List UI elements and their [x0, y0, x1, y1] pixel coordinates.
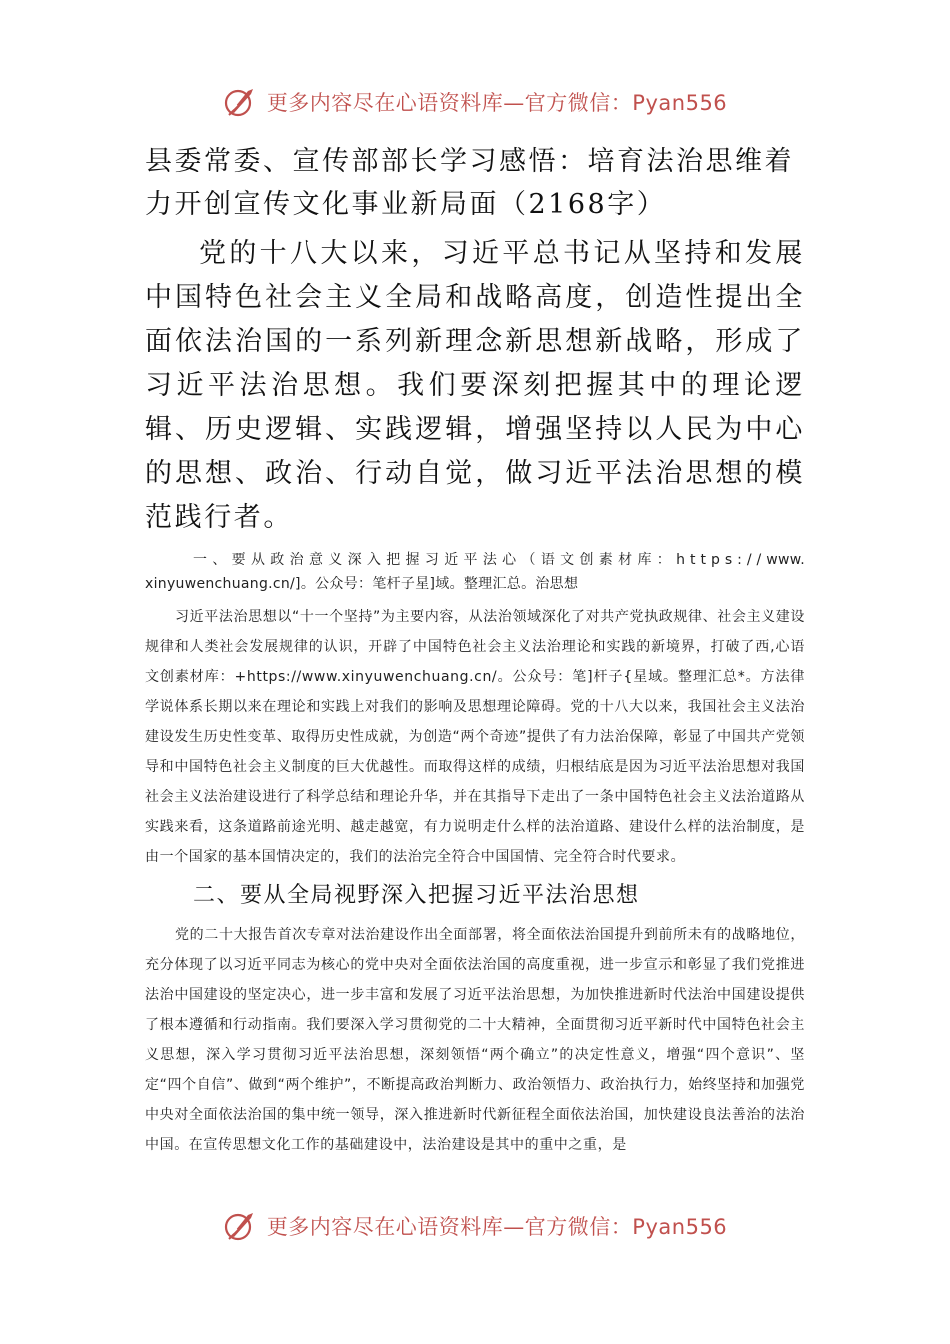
document-title: 县委常委、宣传部部长学习感悟：培育法治思维着力开创宣传文化事业新局面（2168字）	[145, 146, 794, 220]
document-body	[145, 140, 805, 1160]
lead-paragraph: 党的十八大以来，习近平总书记从坚持和发展中国特色社会主义全局和战略高度，创造性提出全面依法治国的一系列新理念新思想新战略，形成了习近平法治思想。我们要深刻把握其中的理论逻辑、历史逻辑、实践逻辑，增强坚持以人民为中心的思想、政治、行动自觉，做习近平法治思想的模范践行者。	[145, 238, 805, 533]
quill-pen-logo-icon	[223, 85, 257, 119]
header-banner-text: 更多内容尽在心语资料库—官方微信：Pyan556	[266, 91, 728, 115]
section1-heading-main: 一、要从政治意义深入把握习近平法心（语文创素材库：https://	[193, 552, 767, 568]
footer-banner	[0, 1206, 950, 1246]
section1-paragraph: 习近平法治思想以“十一个坚持”为主要内容，从法治领域深化了对共产党执政规律、社会主义建设规律和人类社会发展规律的认识，开辟了中国特色社会主义法治理论和实践的新境界，打破了西,心语文创素材库：+https://www.xinyuwenchuang.cn/。公众号：笔]杆子{星域。整理汇总*。方法律学说体系长期以来在理论和实践上对我们的影响及思想理论障碍。党的十八大以来，我国社会主义法治建设发生历史性变革、取得历史性成就，为创造“两个奇迹”提供了有力法治保障，彰显了中国共产党领导和中国特色社会主义制度的巨大优越性。而取得这样的成绩，归根结底是因为习近平法治思想对我国社会主义法治建设进行了科学总结和理论升华，并在其指导下走出了一条中国特色社会主义法治道路从实践来看，这条道路前途光明、越走越宽，有力说明走什么样的法治道路、建设什么样的法治制度，是由一个国家的基本国情决定的，我们的法治完全符合中国国情、完全符合时代要求。	[145, 609, 805, 865]
quill-pen-logo-icon	[223, 1209, 257, 1243]
header-banner	[0, 82, 950, 122]
footer-banner-text: 更多内容尽在心语资料库—官方微信：Pyan556	[266, 1215, 728, 1239]
section1-heading-continued: www.xinyuwenchuang.cn/]。公众号：笔杆子星]域。整理汇总。治思想	[145, 552, 805, 592]
section2-paragraph: 党的二十大报告首次专章对法治建设作出全面部署，将全面依法治国提升到前所未有的战略地位，充分体现了以习近平同志为核心的党中央对全面依法治国的高度重视，进一步宣示和彰显了我们党推进法治中国建设的坚定决心，进一步丰富和发展了习近平法治思想，为加快推进新时代法治中国建设提供了根本遵循和行动指南。我们要深入学习贯彻党的二十大精神，全面贯彻习近平新时代中国特色社会主义思想，深入学习贯彻习近平法治思想，深刻领悟“两个确立”的决定性意义，增强“四个意识”、坚定“四个自信”、做到“两个维护”，不断提高政治判断力、政治领悟力、政治执行力，始终坚持和加强党中央对全面依法治国的集中统一领导，深入推进新时代新征程全面依法治国，加快建设良法善治的法治中国。在宣传思想文化工作的基础建设中，法治建设是其中的重中之重，是	[145, 927, 805, 1153]
section1-heading	[145, 548, 805, 596]
section2-heading: 二、要从全局视野深入把握习近平法治思想	[193, 883, 640, 908]
